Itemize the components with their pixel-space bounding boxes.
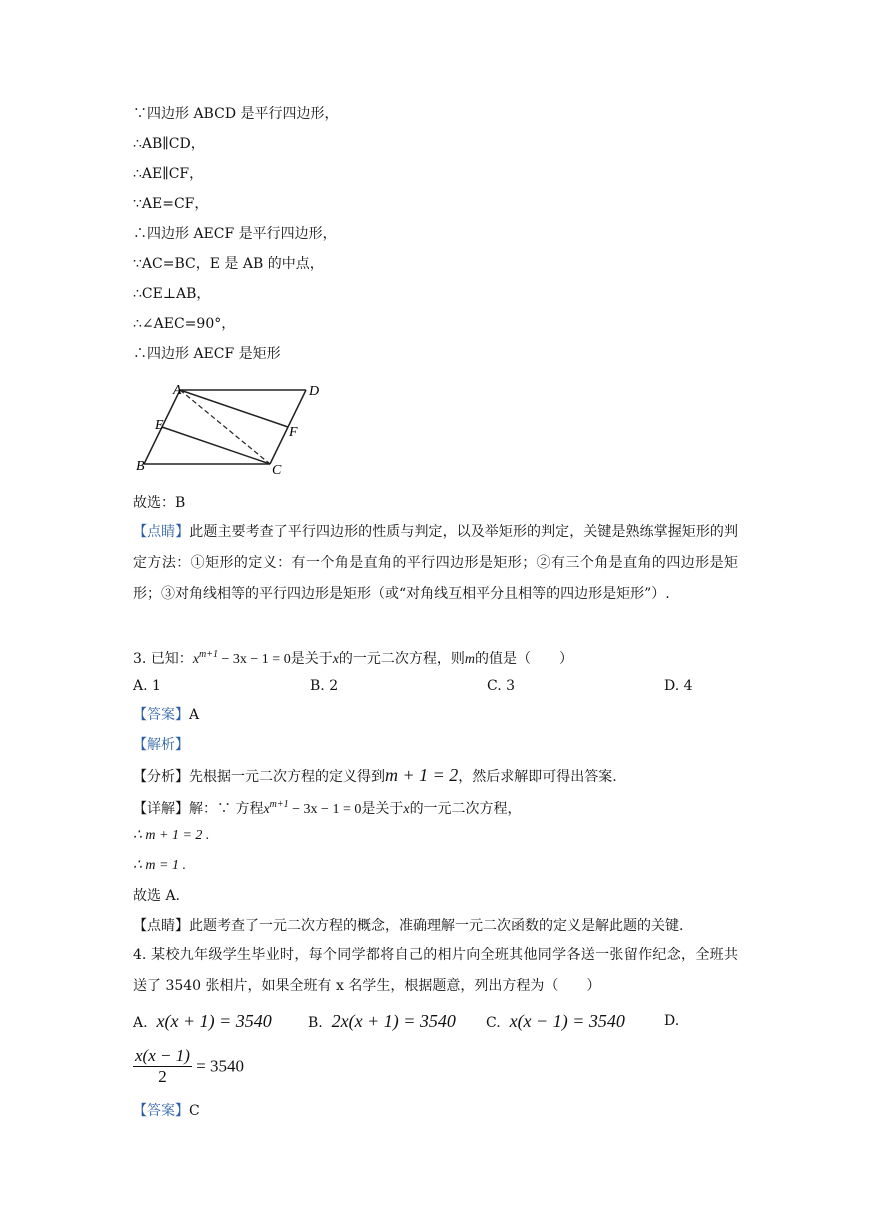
eq-rest: − 3x − 1 = 0: [288, 802, 362, 817]
q3-middle: 是关于: [290, 651, 333, 667]
option-formula: x(x + 1) = 3540: [156, 1011, 272, 1031]
detail-tag: 【详解】: [133, 801, 189, 817]
q4-option-d-formula: [133, 1046, 244, 1087]
q3-option-d: D. 4: [664, 678, 693, 694]
label-f: F: [289, 425, 298, 440]
proof-line: ∴四边形 AECF 是矩形: [133, 346, 281, 362]
option-label: A.: [133, 1015, 148, 1031]
proof-line: ∵四边形 ABCD 是平行四边形，: [133, 106, 339, 122]
proof-line: ∴CE⊥AB，: [133, 286, 211, 302]
q3-middle2: 的一元二次方程，则: [338, 651, 465, 667]
label-d: D: [309, 384, 320, 399]
q3-step2: ∴ m = 1 .: [133, 858, 186, 873]
q4-option-d: [664, 1011, 679, 1031]
label-b: B: [136, 459, 145, 474]
answer-tag: 【答案】: [133, 707, 189, 723]
option-formula: 2x(x + 1) = 3540: [331, 1011, 456, 1031]
detail-post2: 的一元二次方程，: [409, 801, 522, 817]
q3-equation: [192, 649, 291, 667]
comment-tag: 【点睛】: [133, 918, 189, 934]
label-a: A: [173, 383, 182, 398]
eq-base: x: [263, 802, 270, 817]
q3-fenxi: [133, 765, 617, 787]
q3-var-m: m: [464, 652, 476, 667]
eq-exp: m+1: [199, 649, 219, 660]
comment-text: 此题考查了一元二次方程的概念，准确理解一元二次函数的定义是解此题的关键.: [189, 918, 684, 934]
detail-equation: [263, 799, 362, 817]
q4-option-a: [133, 1011, 272, 1033]
proof-line: ∴AE∥CF，: [133, 166, 204, 182]
q4-option-c: [486, 1011, 625, 1033]
answer-value: C: [189, 1103, 200, 1119]
fraction-rhs: = 3540: [196, 1056, 244, 1076]
fenxi-tag: 【分析】: [133, 769, 189, 785]
parallelogram-figure: [130, 376, 340, 480]
q3-comment: [133, 916, 683, 936]
q3-option-c: C. 3: [487, 678, 516, 694]
q2-choice: 故选：B: [133, 495, 186, 511]
proof-line: ∴∠AEC=90°，: [133, 316, 236, 332]
label-e: E: [155, 418, 164, 433]
fenxi-pre: 先根据一元二次方程的定义得到: [189, 769, 385, 785]
option-label: D.: [664, 1013, 680, 1029]
q3-answer: [133, 705, 199, 725]
q3-var-x: x: [332, 652, 339, 667]
detail-pre: 解：∵ 方程: [189, 801, 264, 817]
detail-post: 是关于: [361, 801, 404, 817]
label-c: C: [272, 463, 282, 478]
fenxi-post: ，然后求解即可得出答案.: [458, 769, 617, 785]
proof-line: ∵AC=BC，E 是 AB 的中点，: [133, 256, 324, 272]
q3-number: 3.: [133, 651, 147, 667]
eq-rest: − 3x − 1 = 0: [218, 652, 291, 667]
fraction-numerator: x(x − 1): [135, 1046, 190, 1065]
answer-tag: 【答案】: [133, 1103, 189, 1119]
comment-tag: 【点睛】: [133, 524, 190, 540]
option-label: B.: [308, 1015, 323, 1031]
comment-text: 此题主要考查了平行四边形的性质与判定，以及举矩形的判定，关键是熟练掌握矩形的判定方法：①矩形的定义：有一个角是直角的平行四边形是矩形；②有三个角是直角的四边形是矩形；③对角线相等的平行四边形是矩形（或“对角线互相平分且相等的四边形是矩形”）.: [133, 524, 739, 602]
fenxi-eq: m + 1 = 2: [385, 765, 459, 785]
q3-analysis-tag: 【解析】: [133, 737, 189, 753]
eq-base: x: [192, 652, 200, 667]
proof-line: ∴AB∥CD，: [133, 136, 205, 152]
fraction-denominator: 2: [158, 1067, 167, 1086]
proof-line: ∴四边形 AECF 是平行四边形，: [133, 226, 337, 242]
q3-prefix: 已知：: [150, 651, 193, 667]
q3-option-b: B. 2: [310, 678, 339, 694]
q4-stem: 4. 某校九年级学生毕业时，每个同学都将自己的相片向全班其他同学各送一张留作纪念，全班共送了 3540 张相片，如果全班有 x 名学生，根据题意，列出方程为（ ）: [133, 947, 738, 994]
q3-step1: ∴ m + 1 = 2 .: [133, 828, 210, 843]
q3-stem: [133, 645, 573, 670]
option-label: C.: [486, 1015, 501, 1031]
proof-line: ∵AE=CF，: [133, 196, 209, 212]
q4-option-b: [308, 1011, 456, 1033]
q2-comment: [133, 517, 738, 610]
answer-value: A: [189, 707, 200, 723]
q3-option-a: A. 1: [133, 678, 161, 694]
q3-suffix: 的值是（ ）: [475, 651, 574, 667]
detail-var-x: x: [403, 802, 410, 817]
q3-choice: 故选 A.: [133, 888, 181, 904]
eq-exp: m+1: [269, 799, 289, 810]
q3-detail: [133, 795, 522, 820]
option-formula: x(x − 1) = 3540: [509, 1011, 625, 1031]
q4-answer: [133, 1101, 200, 1121]
